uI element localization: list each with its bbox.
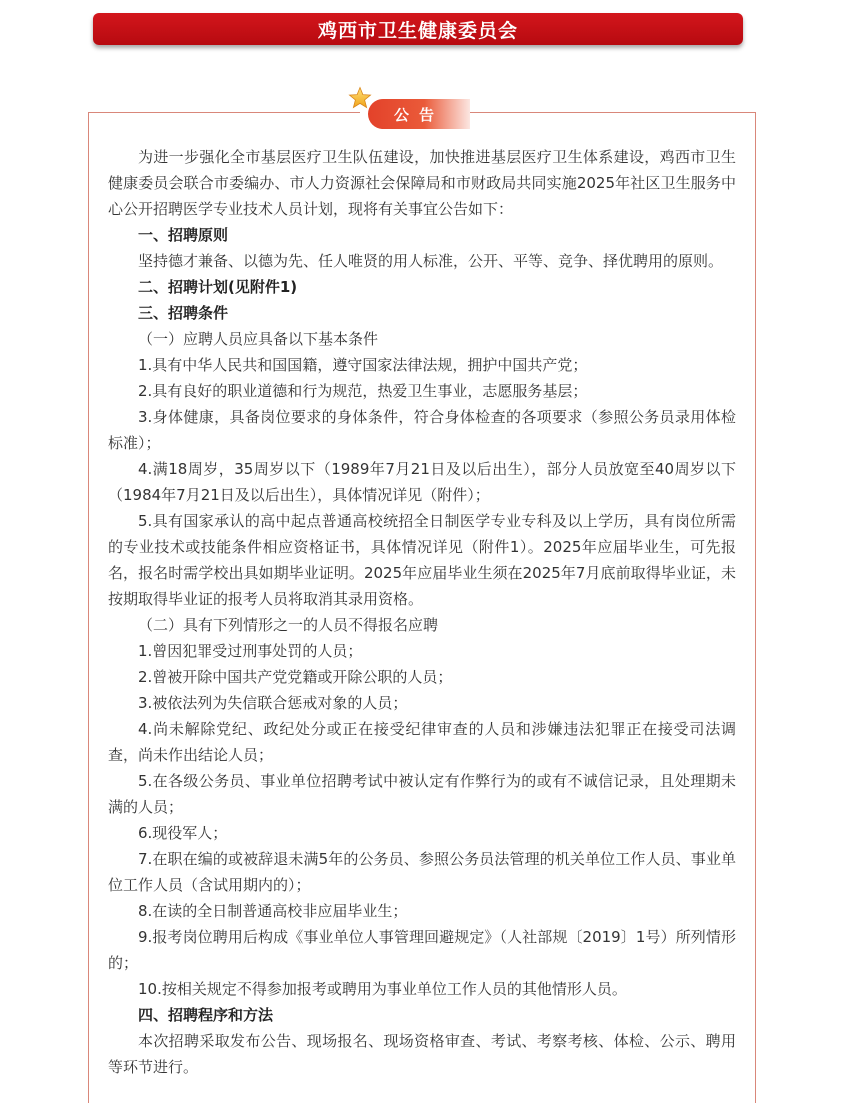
paragraph: 3.被依法列为失信联合惩戒对象的人员； <box>138 694 408 712</box>
paragraph: 5.具有国家承认的高中起点普通高校统招全日制医学专业专科及以上学历，具有岗位所需的专业技术或技能条件相应资格证书，具体情况详见（附件1）。2025年应届毕业生，可先报名，报名时需学校出具如期毕业证明。2025年应届毕业生须在2025年7月底前取得毕业证，未按期取得毕业证的报考人员将取消其录用资格。 <box>108 512 736 608</box>
paragraph: 2.具有良好的职业道德和行为规范，热爱卫生事业，志愿服务基层； <box>138 382 588 400</box>
star-icon <box>348 86 372 110</box>
section-heading: 三、招聘条件 <box>138 304 229 322</box>
paragraph: 6.现役军人； <box>138 824 228 842</box>
notice-body <box>108 144 736 1080</box>
paragraph: 为进一步强化全市基层医疗卫生队伍建设，加快推进基层医疗卫生体系建设，鸡西市卫生健康委员会联合市委编办、市人力资源社会保障局和市财政局共同实施2025年社区卫生服务中心公开招聘医学专业技术人员计划，现将有关事宜公告如下： <box>108 148 736 218</box>
paragraph: 9.报考岗位聘用后构成《事业单位人事管理回避规定》（人社部规〔2019〕1号）所列情形的； <box>108 928 736 972</box>
notice-pill <box>368 99 470 129</box>
paragraph: 坚持德才兼备、以德为先、任人唯贤的用人标准，公开、平等、竞争、择优聘用的原则。 <box>138 252 724 270</box>
paragraph: （二）具有下列情形之一的人员不得报名应聘 <box>138 616 439 634</box>
notice-tab <box>360 96 470 132</box>
section-heading: 二、招聘计划(见附件1) <box>138 278 298 296</box>
page-title: 鸡西市卫生健康委员会 <box>317 19 518 42</box>
paragraph: 4.满18周岁，35周岁以下（1989年7月21日及以后出生），部分人员放宽至40周岁以下（1984年7月21日及以后出生），具体情况详见（附件）； <box>108 460 736 504</box>
section-heading: 四、招聘程序和方法 <box>138 1006 274 1024</box>
paragraph: 3.身体健康，具备岗位要求的身体条件，符合身体检查的各项要求（参照公务员录用体检标准）； <box>108 408 736 452</box>
paragraph: （一）应聘人员应具备以下基本条件 <box>138 330 379 348</box>
paragraph: 7.在职在编的或被辞退未满5年的公务员、参照公务员法管理的机关单位工作人员、事业单位工作人员（含试用期内的）； <box>108 850 736 894</box>
paragraph: 1.具有中华人民共和国国籍，遵守国家法律法规，拥护中国共产党； <box>138 356 588 374</box>
paragraph: 4.尚未解除党纪、政纪处分或正在接受纪律审查的人员和涉嫌违法犯罪正在接受司法调查，尚未作出结论人员； <box>108 720 736 764</box>
paragraph: 5.在各级公务员、事业单位招聘考试中被认定有作弊行为的或有不诚信记录，且处理期未满的人员； <box>108 772 736 816</box>
paragraph: 2.曾被开除中国共产党党籍或开除公职的人员； <box>138 668 453 686</box>
notice-label: 公告 <box>394 105 445 124</box>
section-heading: 一、招聘原则 <box>138 226 229 244</box>
paragraph: 8.在读的全日制普通高校非应届毕业生； <box>138 902 408 920</box>
paragraph: 1.曾因犯罪受过刑事处罚的人员； <box>138 642 363 660</box>
header-banner <box>93 13 743 45</box>
paragraph: 10.按相关规定不得参加报考或聘用为事业单位工作人员的其他情形人员。 <box>138 980 627 998</box>
paragraph: 本次招聘采取发布公告、现场报名、现场资格审查、考试、考察考核、体检、公示、聘用等环节进行。 <box>108 1032 736 1076</box>
